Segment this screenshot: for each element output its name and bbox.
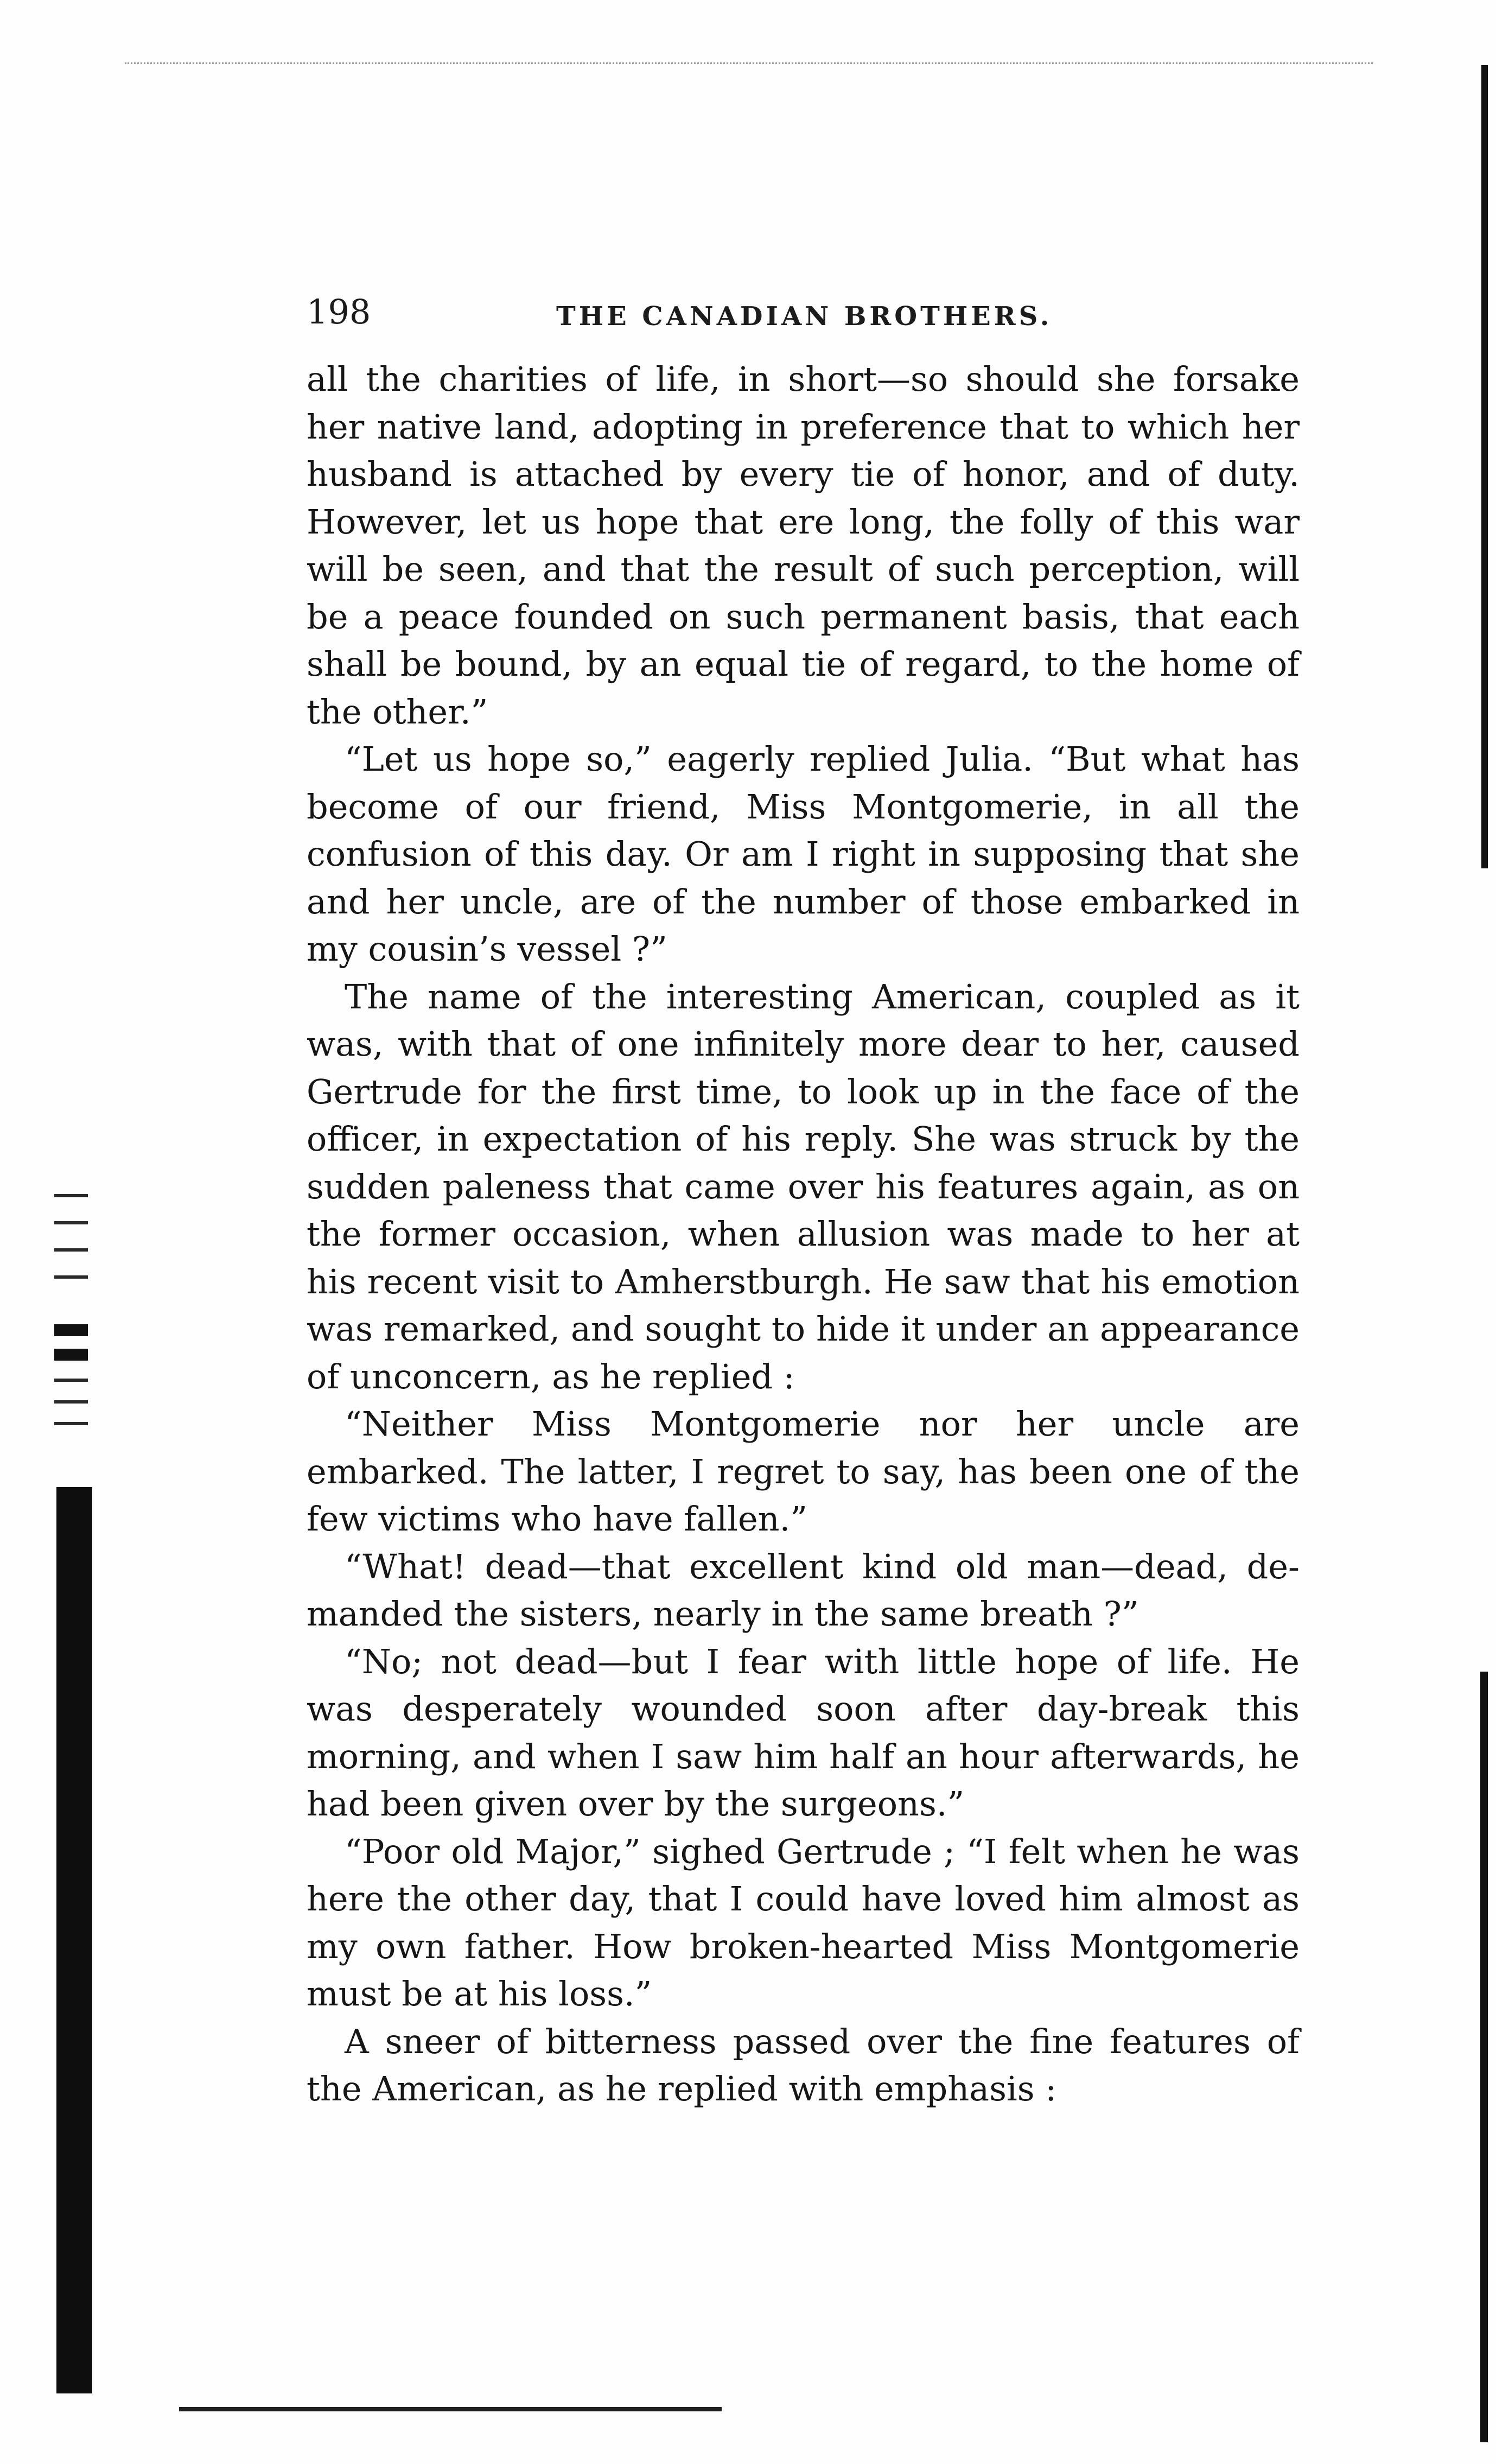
scan-tick	[54, 1379, 88, 1382]
scan-bottom-rule	[179, 2407, 722, 2411]
paragraph: A sneer of bitterness passed over the fine features of the American, as he replied with emphasis :	[307, 2021, 1300, 2109]
scan-speckle	[125, 62, 1373, 65]
scan-tick	[54, 1349, 88, 1361]
scan-tick	[54, 1400, 88, 1404]
body-text	[307, 355, 1300, 2113]
page-header	[307, 288, 1300, 336]
paragraph: “No; not dead—but I fear with little hope of life. He was desperately wounded soon after day-break this morning, and when I saw him half an hour afterwards, he had been given over by the surgeons.”	[307, 1641, 1300, 1824]
scan-edge-shadow-left	[56, 1487, 92, 2393]
paragraph: “Let us hope so,” eagerly replied Julia. “But what has become of our friend, Miss Montgomerie, in all the confusion of this day. Or am I right in supposing that she and her uncle, are of the number of those embarked in my cousin’s vessel ?”	[307, 739, 1300, 969]
paragraph: The name of the interesting American, coupled as it was, with that of one infinitely more dear to her, caused Gertrude for the first time, to look up in the face of the officer, in expectation of his reply. She was struck by the sudden paleness that came over his features again, as on the former occasion, when allusion was made to her at his recent visit to Amherstburgh. He saw that his emotion was remarked, and sought to hide it under an appearance of unconcern, as he replied :	[307, 976, 1300, 1396]
page-number: 198	[307, 292, 371, 332]
paragraph: “Poor old Major,” sighed Gertrude ; “I felt when he was here the other day, that I could have loved him almost as my own father. How broken-hearted Miss Montgomerie must be at his loss.”	[307, 1831, 1300, 2014]
paragraph: “Neither Miss Montgomerie nor her uncle are embarked. The latter, I regret to say, has been one of the few victims who have fallen.”	[307, 1404, 1300, 1539]
scan-tick	[54, 1275, 88, 1279]
scan-tick	[54, 1221, 88, 1224]
scan-tick	[54, 1194, 88, 1197]
scan-tick	[54, 1324, 88, 1336]
scan-ticks	[54, 1194, 92, 1455]
running-head: THE CANADIAN BROTHERS.	[556, 301, 1053, 332]
paragraph: “What! dead—that excellent kind old man—dead, demanded the sisters, nearly in the same breath ?”	[307, 1546, 1300, 1634]
scan-edge-shadow-right	[1481, 65, 1488, 868]
scan-tick	[54, 1248, 88, 1252]
scan-edge-shadow-right	[1480, 1672, 1488, 2442]
scan-tick	[54, 1422, 88, 1425]
paragraph: all the charities of life, in short—so should she forsake her native land, adopting in preference that to which her husband is attached by every tie of honor, and of duty. However, let us hope that ere long, the folly of this war will be seen, and that the result of such perception, will be a peace founded on such permanent basis, that each shall be bound, by an equal tie of regard, to the home of the other.”	[307, 359, 1300, 732]
